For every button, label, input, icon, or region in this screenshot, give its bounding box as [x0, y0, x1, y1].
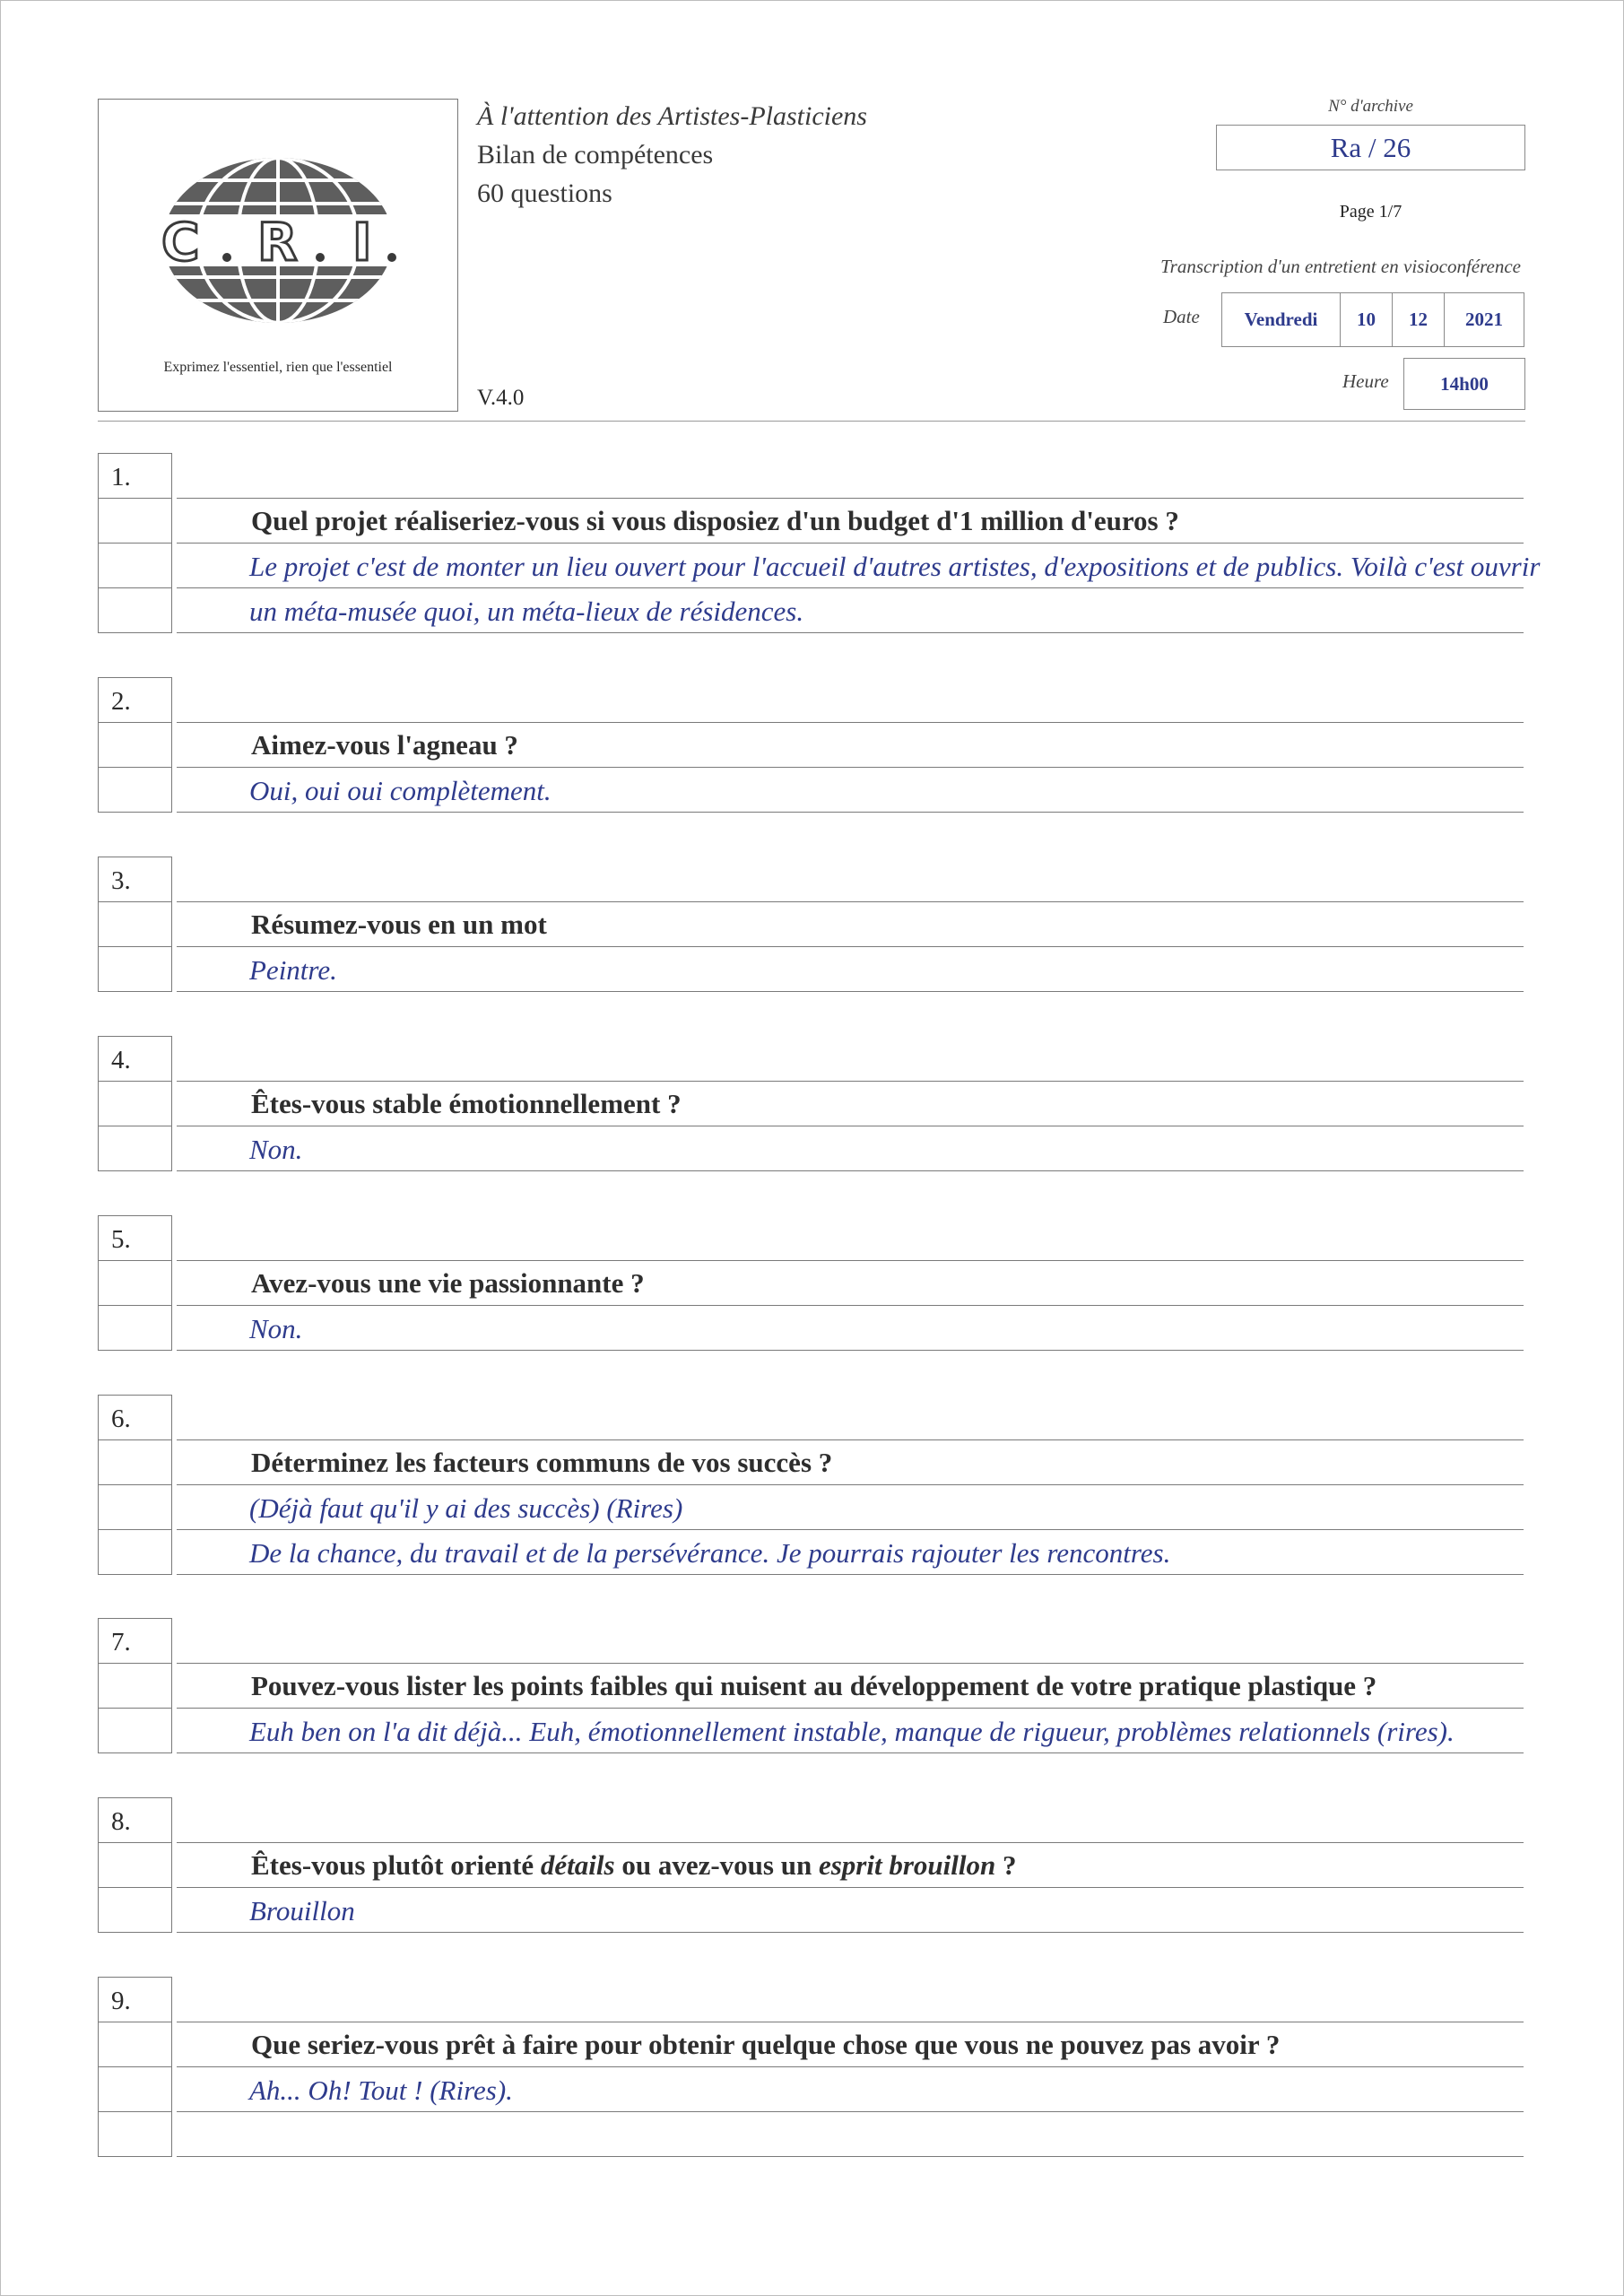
question-number-box	[98, 453, 172, 633]
rule-line	[177, 722, 1524, 723]
question-part: Êtes-vous plutôt orienté	[251, 1849, 541, 1881]
question-text: Pouvez-vous lister les points faibles qui nuisent au développement de votre pratique plastique ?	[251, 1670, 1377, 1701]
question-number-box	[98, 1036, 172, 1171]
rule-line	[177, 1305, 1524, 1306]
header-text	[477, 97, 867, 213]
rule-line	[177, 946, 1524, 947]
question-number-box	[98, 1215, 172, 1351]
question-number-box	[98, 1977, 172, 2157]
rule-line	[177, 1170, 1524, 1171]
rule-line	[177, 1887, 1524, 1888]
rule-line	[177, 767, 1524, 768]
logo-letter-c: C	[161, 212, 200, 273]
date-label: Date	[1163, 306, 1200, 327]
number-cell	[99, 1843, 171, 1888]
date-yyyy: 2021	[1444, 293, 1524, 346]
question-number-box	[98, 857, 172, 992]
question-number: 1.	[99, 454, 171, 499]
date-day: Vendredi	[1244, 309, 1318, 330]
rule-line	[177, 1439, 1524, 1440]
cri-globe-logo	[157, 155, 399, 335]
header-subtitle: 60 questions	[477, 178, 612, 208]
question-number: 6.	[99, 1396, 171, 1440]
rule-line	[177, 498, 1524, 499]
answer-text: De la chance, du travail et de la persévérance. Je pourrais rajouter les rencontres.	[249, 1537, 1171, 1569]
rule-line	[177, 632, 1524, 633]
question-part: esprit brouillon	[818, 1849, 996, 1881]
answer-text: un méta-musée quoi, un méta-lieux de résidences.	[249, 596, 804, 627]
question-part: détails	[540, 1849, 615, 1881]
number-cell	[99, 1126, 171, 1171]
number-cell	[99, 2112, 171, 2157]
answer-text: Euh ben on l'a dit déjà... Euh, émotionnellement instable, manque de rigueur, problèmes relationnels (rires).	[249, 1716, 1455, 1747]
question-number-box	[98, 1797, 172, 1933]
header-divider	[98, 421, 1525, 422]
rule-line	[177, 1708, 1524, 1709]
date-dd: 10	[1340, 293, 1392, 346]
header-title: Bilan de compétences	[477, 140, 714, 170]
number-cell	[99, 1485, 171, 1530]
number-cell	[99, 499, 171, 544]
logo-letter-r: R	[257, 212, 298, 273]
answer-text: Ah... Oh! Tout ! (Rires).	[249, 2074, 513, 2106]
number-cell	[99, 1440, 171, 1485]
question-text	[251, 1849, 1016, 1882]
time-box: 14h00	[1403, 358, 1525, 410]
answer-text: Peintre.	[249, 954, 337, 986]
rule-line	[177, 901, 1524, 902]
rule-line	[177, 1529, 1524, 1530]
question-number: 3.	[99, 857, 171, 902]
archive-label: N° d'archive	[1328, 97, 1413, 116]
number-cell	[99, 1709, 171, 1753]
question-text: Aimez-vous l'agneau ?	[251, 729, 518, 761]
rule-line	[177, 2111, 1524, 2112]
rule-line	[177, 1663, 1524, 1664]
transcription-note: Transcription d'un entretient en visioconférence	[1160, 256, 1521, 277]
rule-line	[177, 1842, 1524, 1843]
question-number: 7.	[99, 1619, 171, 1664]
question-text: Que seriez-vous prêt à faire pour obtenir quelque chose que vous ne pouvez pas avoir ?	[251, 2029, 1281, 2060]
rule-line	[177, 543, 1524, 544]
question-part: ou avez-vous un	[614, 1849, 819, 1881]
date-table	[1221, 292, 1524, 347]
answer-text: Non.	[249, 1134, 303, 1165]
question-number-box	[98, 677, 172, 813]
answer-text: Le projet c'est de monter un lieu ouvert pour l'accueil d'autres artistes, d'expositions et de publics. Voilà c'est ouvrir	[249, 551, 1541, 582]
header-audience: À l'attention des Artistes-Plasticiens	[477, 101, 867, 131]
rule-line	[177, 1752, 1524, 1753]
number-cell	[99, 1530, 171, 1575]
rule-line	[177, 1484, 1524, 1485]
logo-slogan: Exprimez l'essentiel, rien que l'essentiel	[163, 360, 393, 375]
question-number: 4.	[99, 1037, 171, 1082]
number-cell	[99, 588, 171, 633]
rule-line	[177, 2156, 1524, 2157]
number-cell	[99, 1261, 171, 1306]
rule-line	[177, 812, 1524, 813]
rule-line	[177, 1081, 1524, 1082]
answer-text: (Déjà faut qu'il y ai des succès) (Rires)	[249, 1492, 683, 1524]
rule-line	[177, 1350, 1524, 1351]
answer-text: Oui, oui oui complètement.	[249, 775, 551, 806]
rule-line	[177, 587, 1524, 588]
number-cell	[99, 902, 171, 947]
page-number: Page 1/7	[1339, 202, 1403, 222]
number-cell	[99, 1888, 171, 1933]
rule-line	[177, 1574, 1524, 1575]
logo-box	[98, 99, 458, 412]
rule-line	[177, 2066, 1524, 2067]
question-number: 5.	[99, 1216, 171, 1261]
answer-text: Non.	[249, 1313, 303, 1344]
date-mm: 12	[1392, 293, 1444, 346]
number-cell	[99, 2067, 171, 2112]
number-cell	[99, 768, 171, 813]
rule-line	[177, 1260, 1524, 1261]
question-text: Quel projet réaliseriez-vous si vous disposiez d'un budget d'1 million d'euros ?	[251, 505, 1179, 536]
question-text: Déterminez les facteurs communs de vos succès ?	[251, 1447, 833, 1478]
archive-number-box: Ra / 26	[1216, 125, 1525, 170]
question-number: 2.	[99, 678, 171, 723]
number-cell	[99, 2022, 171, 2067]
rule-line	[177, 991, 1524, 992]
question-part: ?	[995, 1849, 1017, 1881]
answer-text: Brouillon	[249, 1895, 355, 1926]
question-text: Êtes-vous stable émotionnellement ?	[251, 1088, 682, 1119]
number-cell	[99, 1082, 171, 1126]
number-cell	[99, 947, 171, 992]
question-number-box	[98, 1618, 172, 1753]
logo-letter-i: I	[352, 212, 372, 273]
question-number-box	[98, 1395, 172, 1575]
question-text: Avez-vous une vie passionnante ?	[251, 1267, 645, 1299]
question-text: Résumez-vous en un mot	[251, 909, 547, 940]
question-number: 8.	[99, 1798, 171, 1843]
version-label: V.4.0	[477, 386, 525, 410]
question-number: 9.	[99, 1978, 171, 2022]
number-cell	[99, 1306, 171, 1351]
number-cell	[99, 723, 171, 768]
time-label: Heure	[1342, 370, 1389, 392]
rule-line	[177, 1932, 1524, 1933]
number-cell	[99, 544, 171, 588]
number-cell	[99, 1664, 171, 1709]
